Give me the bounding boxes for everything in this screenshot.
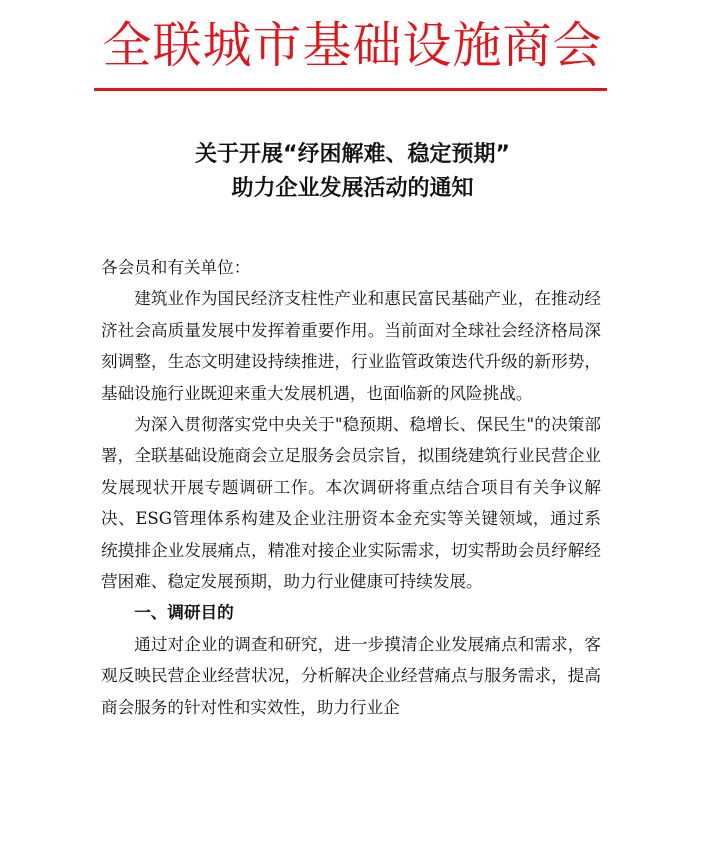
letterhead-organization-name: 全联城市基础设施商会: [102, 17, 603, 74]
document-body: [101, 252, 601, 723]
section-heading-1: 一、调研目的: [134, 603, 234, 623]
salutation: 各会员和有关单位：: [101, 258, 251, 277]
letterhead-red-rule: [94, 88, 607, 91]
paragraph-2: 为深入贯彻落实党中央关于"稳预期、稳增长、保民生"的决策部署，全联基础设施商会立足服务会员宗旨，拟围绕建筑行业民营企业发展现状开展专题调研工作。本次调研将重点结合项目有关争议解决、ESG管理体系构建及企业注册资本金充实等关键领域，通过系统摸排企业发展痛点，精准对接企业实际需求，切实帮助会员纾解经营困难、稳定发展预期，助力行业健康可持续发展。: [101, 415, 601, 592]
paragraph-3: 通过对企业的调查和研究，进一步摸清企业发展痛点和需求，客观反映民营企业经营状况，分析解决企业经营痛点与服务需求，提高商会服务的针对性和实效性，助力行业企: [101, 634, 601, 717]
document-title-line-2: 助力企业发展活动的通知: [231, 176, 474, 201]
document-title-line-1: 关于开展“纾困解难、稳定预期”: [195, 142, 510, 167]
paragraph-1: 建筑业作为国民经济支柱性产业和惠民富民基础产业，在推动经济社会高质量发展中发挥着重要作用。当前面对全球社会经济格局深刻调整，生态文明建设持续推进，行业监管政策迭代升级的新形势，基础设施行业既迎来重大发展机遇，也面临新的风险挑战。: [101, 289, 601, 403]
